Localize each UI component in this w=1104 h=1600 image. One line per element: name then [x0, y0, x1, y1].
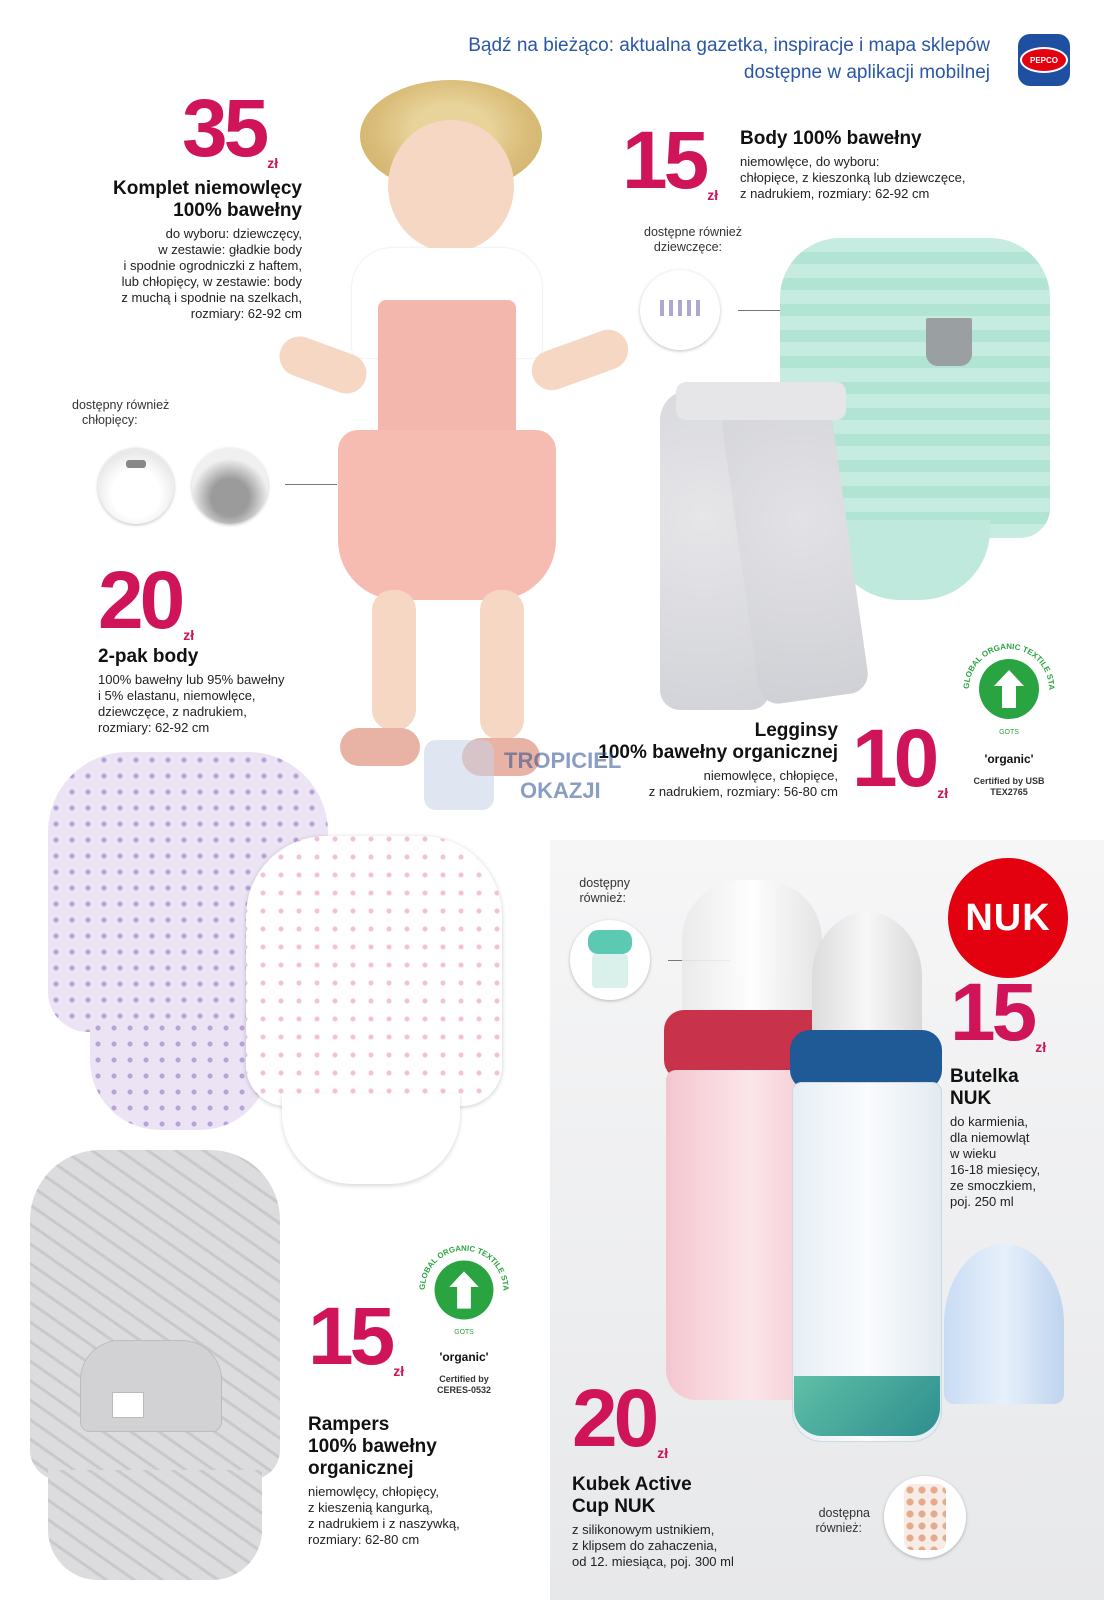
butelka-also-2: również:: [815, 1521, 862, 1535]
gots-logo: [954, 634, 1064, 744]
gots-logo-graphic: [954, 634, 1064, 744]
kubek-title-2: Cup NUK: [572, 1496, 656, 1517]
dwupak-title: 2-pak body: [98, 646, 199, 667]
rampers-desc: [308, 1484, 460, 1548]
baby-face: [388, 120, 514, 252]
komplet-desc-line: lub chłopięcy, w zestawie: body: [121, 274, 302, 289]
butterfly-body-lower: [90, 1020, 270, 1130]
rampers-cert-2: CERES-0532: [436, 1385, 492, 1395]
kubek-desc-line: od 12. miesiąca, poj. 300 ml: [572, 1554, 734, 1569]
romper-pocket: [80, 1340, 222, 1432]
price-komplet: [182, 83, 279, 174]
butelka-title-1: Butelka: [950, 1066, 1019, 1087]
price-butelka-currency: zł: [1035, 1039, 1047, 1055]
thumb-mint-cup[interactable]: [570, 920, 650, 1000]
body-desc-line: niemowlęce, do wyboru:: [740, 154, 880, 169]
header-line-1: Bądź na bieżąco: aktualna gazetka, inspiracje i mapa sklepów: [468, 35, 990, 56]
body-desc-line: z nadrukiem, rozmiary: 62-92 cm: [740, 186, 930, 201]
baby-left-shoe: [340, 728, 420, 766]
legginsy-desc-line: niemowlęce, chłopięce,: [703, 768, 838, 783]
gots-arc-text: GLOBAL ORGANIC TEXTILE STA: [961, 641, 1057, 691]
baby-right-arm: [526, 324, 634, 396]
butelka-desc-line: 16-18 miesięcy,: [950, 1162, 1041, 1177]
watermark-line-1: TROPICIEL: [504, 748, 622, 773]
rampers-title-3: organicznej: [308, 1458, 414, 1479]
leggings-waist: [676, 382, 846, 420]
body-desc-line: chłopięce, z kieszonką lub dziewczęce,: [740, 170, 966, 185]
romper-patch: [112, 1392, 144, 1418]
komplet-desc-line: do wyboru: dziewczęcy,: [165, 226, 302, 241]
dwupak-desc-line: 100% bawełny lub 95% bawełny: [98, 672, 285, 687]
bottle-bottom-print: [794, 1376, 940, 1436]
body-title: Body 100% bawełny: [740, 128, 922, 149]
active-cup-lid: [682, 880, 822, 1020]
price-kubek-value: 20: [572, 1373, 656, 1464]
butelka-desc-line: poj. 250 ml: [950, 1194, 1014, 1209]
white-body: [246, 836, 502, 1106]
body-also-1: dostępne również: [644, 225, 742, 239]
price-komplet-value: 35: [182, 83, 266, 174]
pepco-logo[interactable]: [1018, 34, 1070, 86]
price-legginsy: [852, 713, 949, 804]
rampers-title-1: Rampers: [308, 1414, 390, 1435]
gots-logo-graphic: [410, 1236, 518, 1344]
price-dwupak: [98, 555, 195, 646]
body-desc: [740, 154, 965, 202]
komplet-desc-line: rozmiary: 62-92 cm: [190, 306, 302, 321]
thumb-patterned-bottle[interactable]: [884, 1476, 966, 1558]
rampers-desc-line: z nadrukiem i z naszywką,: [308, 1516, 460, 1531]
butelka-desc-line: do karmienia,: [950, 1114, 1029, 1129]
price-butelka-value: 15: [950, 967, 1034, 1058]
baby-left-leg: [372, 590, 416, 730]
komplet-desc-line: w zestawie: gładkie body: [158, 242, 302, 257]
kubek-title-1: Kubek Active: [572, 1474, 692, 1495]
white-body-lower: [282, 1094, 460, 1184]
price-body-currency: zł: [707, 187, 719, 203]
legginsy-title-1: Legginsy: [754, 720, 838, 741]
kubek-desc: [572, 1522, 734, 1570]
thumb-boy-pants[interactable]: [192, 448, 268, 524]
nuk-logo-text: NUK: [965, 896, 1051, 939]
baby-right-leg: [480, 590, 524, 740]
komplet-title-1: Komplet niemowlęcy: [113, 178, 302, 199]
price-rampers: [308, 1291, 405, 1382]
butelka-also-1: dostępna: [818, 1506, 870, 1520]
thumb-boy-body[interactable]: [98, 448, 174, 524]
watermark-line-2: OKAZJI: [520, 778, 601, 803]
butelka-desc-line: ze smoczkiem,: [950, 1178, 1036, 1193]
legginsy-cert-2: TEX2765: [990, 787, 1028, 797]
price-butelka: [950, 967, 1047, 1058]
dungarees-bottom: [338, 430, 556, 600]
price-legginsy-value: 10: [852, 713, 936, 804]
price-body-value: 15: [622, 115, 706, 206]
legginsy-desc-line: z nadrukiem, rozmiary: 56-80 cm: [648, 784, 838, 799]
body-pocket: [926, 318, 972, 366]
kubek-desc-line: z silikonowym ustnikiem,: [572, 1522, 715, 1537]
bottle-teat: [812, 912, 922, 1042]
butelka-title-2: NUK: [950, 1088, 992, 1109]
gots-short: GOTS: [999, 729, 1019, 736]
price-kubek: [572, 1373, 669, 1464]
kubek-also-2: również:: [579, 891, 626, 905]
rampers-title-2: 100% bawełny: [308, 1436, 437, 1457]
body-also-2: dziewczęce:: [653, 240, 722, 254]
rampers-cert-1: Certified by: [439, 1374, 489, 1384]
price-komplet-currency: zł: [267, 155, 279, 171]
rampers-desc-line: z kieszenią kangurką,: [308, 1500, 434, 1515]
price-rampers-value: 15: [308, 1291, 392, 1382]
price-dwupak-currency: zł: [183, 627, 195, 643]
dwupak-desc-line: rozmiary: 62-92 cm: [98, 720, 210, 735]
bottle-ring: [790, 1030, 942, 1090]
gots-arc-text: GLOBAL ORGANIC TEXTILE STA: [417, 1243, 511, 1292]
dwupak-desc: [98, 672, 284, 736]
nuk-logo[interactable]: [948, 858, 1068, 978]
pepco-logo-text: PEPCO: [1029, 55, 1058, 65]
legginsy-title-2: 100% bawełny organicznej: [598, 742, 838, 763]
butelka-desc-line: dla niemowląt: [950, 1130, 1030, 1145]
price-body: [622, 115, 719, 206]
komplet-desc-line: z muchą i spodnie na szelkach,: [121, 290, 302, 305]
legginsy-organic: 'organic': [984, 752, 1034, 766]
gots-logo: [410, 1236, 518, 1344]
kubek-also-1: dostępny: [579, 876, 630, 890]
thumb-girl-body[interactable]: [640, 270, 720, 350]
komplet-also-2: chłopięcy:: [82, 413, 138, 427]
butelka-desc: [950, 1114, 1040, 1210]
dwupak-desc-line: i 5% elastanu, niemowlęce,: [98, 688, 256, 703]
romper-legs: [48, 1470, 262, 1580]
header-line-2: dostępne w aplikacji mobilnej: [743, 62, 990, 83]
komplet-desc: [40, 226, 302, 322]
bottle-cap: [944, 1244, 1064, 1404]
price-dwupak-value: 20: [98, 555, 182, 646]
rampers-organic: 'organic': [439, 1350, 489, 1364]
gots-short: GOTS: [454, 1329, 474, 1337]
komplet-also-1: dostępny również: [72, 398, 170, 412]
dungarees-top: [378, 300, 516, 440]
komplet-desc-line: i spodnie ogrodniczki z haftem,: [123, 258, 302, 273]
dwupak-desc-line: dziewczęce, z nadrukiem,: [98, 704, 247, 719]
kubek-desc-line: z klipsem do zahaczenia,: [572, 1538, 718, 1553]
butelka-desc-line: w wieku: [950, 1146, 997, 1161]
komplet-title-2: 100% bawełny: [173, 200, 302, 221]
price-kubek-currency: zł: [657, 1445, 669, 1461]
price-rampers-currency: zł: [393, 1363, 405, 1379]
rampers-desc-line: rozmiary: 62-80 cm: [308, 1532, 420, 1547]
legginsy-cert-1: Certified by USB: [973, 776, 1045, 786]
price-legginsy-currency: zł: [937, 785, 949, 801]
watermark: [424, 734, 634, 824]
rampers-desc-line: niemowlęcy, chłopięcy,: [308, 1484, 440, 1499]
connector-line: [285, 484, 337, 485]
